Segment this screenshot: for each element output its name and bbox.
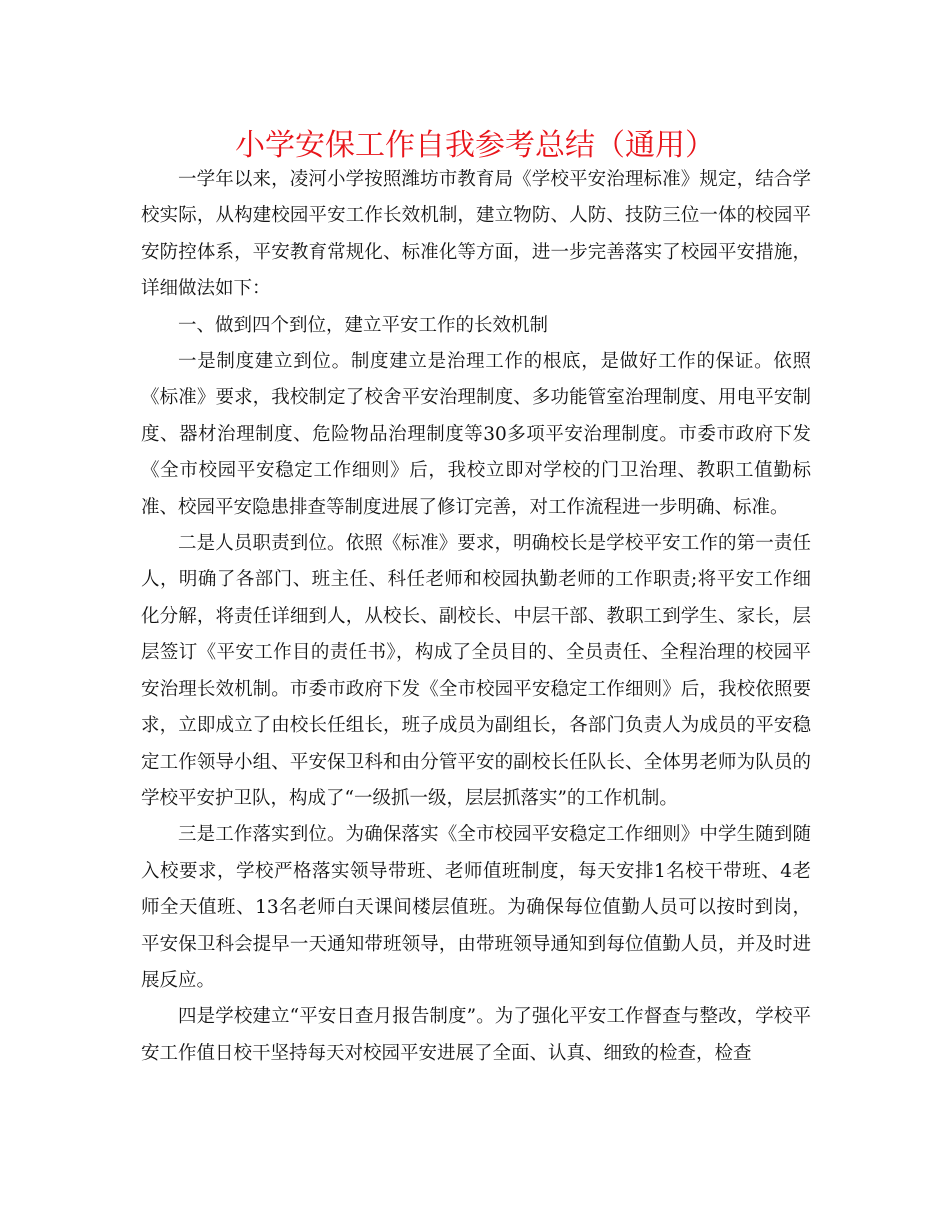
paragraph-work-implementation: 三是工作落实到位。为确保落实《全市校园平安稳定工作细则》中学生随到随入校要求，学校严格落实领导带班、老师值班制度，每天安排1名校干带班、4老师全天值班、13名老师白天课间楼层值班。为确保每位值勤人员可以按时到岗，平安保卫科会提早一天通知带班领导，由带班领导通知到每位值勤人员，并及时进展反应。	[141, 824, 811, 991]
section-heading-1: 一、做到四个到位，建立平安工作的长效机制	[178, 314, 549, 336]
paragraph-staff-duties: 二是人员职责到位。依照《标准》要求，明确校长是学校平安工作的第一责任人，明确了各部门、班主任、科任老师和校园执勤老师的工作职责;将平安工作细化分解，将责任详细到人，从校长、副校长、中层干部、教职工到学生、家长，层层签订《平安工作目的责任书》，构成了全员目的、全员责任、全程治理的校园平安治理长效机制。市委市政府下发《全市校园平安稳定工作细则》后，我校依照要求，立即成立了由校长任组长，班子成员为副组长，各部门负责人为成员的平安稳定工作领导小组、平安保卫科和由分管平安的副校长任队长、全体男老师为队员的学校平安护卫队，构成了“一级抓一级，层层抓落实”的工作机制。	[141, 533, 811, 809]
paragraph-system-building: 一是制度建立到位。制度建立是治理工作的根底，是做好工作的保证。依照《标准》要求，我校制定了校舍平安治理制度、多功能管室治理制度、用电平安制度、器材治理制度、危险物品治理制度等30多项平安治理制度。市委市政府下发《全市校园平安稳定工作细则》后，我校立即对学校的门卫治理、教职工值勤标准、校园平安隐患排查等制度进展了修订完善，对工作流程进一步明确、标准。	[141, 351, 811, 518]
document-title: 小学安保工作自我参考总结（通用）	[235, 128, 715, 163]
document-body	[141, 162, 811, 1072]
paragraph-daily-inspection: 四是学校建立“平安日查月报告制度”。为了强化平安工作督查与整改，学校平安工作值日校干坚持每天对校园平安进展了全面、认真、细致的检查，检查	[141, 1006, 811, 1064]
paragraph-intro: 一学年以来，凌河小学按照潍坊市教育局《学校平安治理标准》规定，结合学校实际，从构建校园平安工作长效机制，建立物防、人防、技防三位一体的校园平安防控体系，平安教育常规化、标准化等方面，进一步完善落实了校园平安措施，详细做法如下：	[141, 169, 811, 300]
